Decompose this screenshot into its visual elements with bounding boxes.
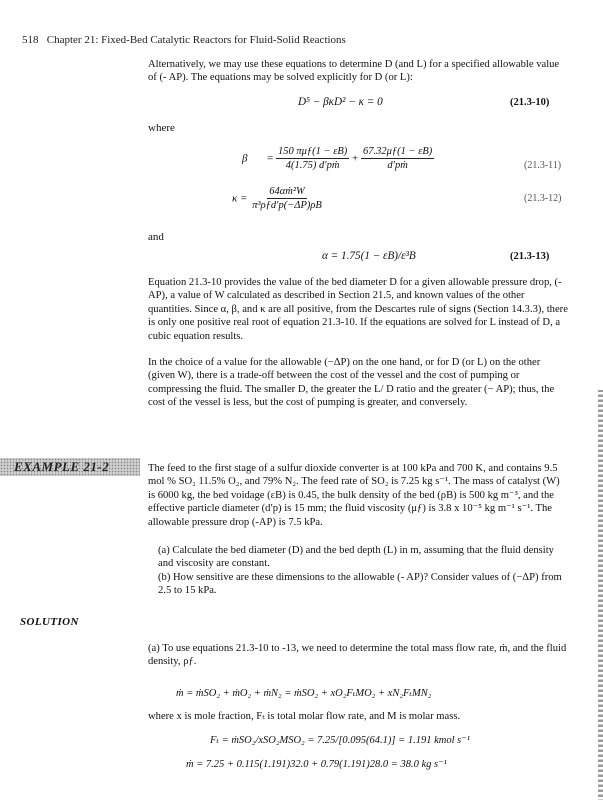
- where-label: where: [148, 122, 175, 134]
- paragraph-tradeoff: In the choice of a value for the allowable (−ΔP) on the one hand, or for D (or L) on the other (given W), there is a trade-off between the cost of the vessel and the cost of pumping or compressing the fluid. The smaller D, the greater the L/ D ratio and the greater (− AP); thus, the cost of the vessel is less, but the cost of pumping is greater, and conversely.: [148, 357, 555, 409]
- chapter-title: Chapter 21: Fixed-Bed Catalytic Reactors for Fluid-Solid Reactions: [46, 34, 346, 46]
- page-edge-shadow: [598, 390, 603, 800]
- equation-21-3-10: D⁵ − βκD² − κ = 0: [298, 96, 383, 108]
- equation-mass-flow: ṁ = ṁSO₂ + ṁO₂ + ṁN₂ = ṁSO₂ + xO₂FₜMO₂ + xN₂FₜMN₂: [176, 688, 432, 699]
- equation-mass-flow-value: ṁ = 7.25 + 0.115(1.191)32.0 + 0.79(1.191)28.0 = 38.0 kg s⁻¹: [186, 759, 447, 770]
- example-badge: [0, 458, 140, 476]
- beta-symbol: β: [242, 152, 248, 165]
- kappa-lhs: κ =: [232, 192, 248, 205]
- solution-label: SOLUTION: [20, 616, 79, 628]
- plus-sign: +: [352, 152, 359, 165]
- and-label: and: [148, 231, 164, 243]
- where-x-definition: where x is mole fraction, Fₜ is total molar flow rate, and M is molar mass.: [148, 711, 461, 722]
- equation-number-13: (21.3-13): [510, 251, 550, 262]
- equation-number-10: (21.3-10): [510, 97, 550, 108]
- paragraph-descartes: Equation 21.3-10 provides the value of the bed diameter D for a given allowable pressure drop, (-AP), a value of W calculated as described in Section 21.5, and known values of the other quantities. Since α, β, and κ are all positive, from the Descartes rule of signs (Section 14.3.3), there is only one positive real root of equation 21.3-10. If the equations are solved for L instead of D, a cubic equation results.: [148, 277, 568, 342]
- solution-intro: (a) To use equations 21.3-10 to -13, we need to determine the total mass flow rate, ṁ, and the fluid density, ρƒ.: [148, 643, 567, 668]
- running-header: [22, 34, 346, 46]
- kappa-fraction: $\frac{\text{64αṁ²W}}{\text{π³ρƒd′p(−ΔP)ρB}}$: [252, 186, 322, 211]
- equation-number-12: (21.3-12): [524, 193, 562, 204]
- intro-paragraph: Alternatively, we may use these equations to determine D (and L) for a specified allowable value of (- AP). The equations may be solved explicitly for D (or L):: [148, 59, 560, 84]
- example-part-b: (b) How sensitive are these dimensions to the allowable (- AP)? Consider values of (−ΔP) from 2.5 to 15 kPa.: [158, 572, 562, 597]
- example-label: EXAMPLE 21-2: [14, 459, 110, 474]
- equation-total-molar-flow: Fₜ = ṁSO₂/xSO₂MSO₂ = 7.25/[0.095(64.1)] = 1.191 kmol s⁻¹: [210, 735, 470, 746]
- example-statement: The feed to the first stage of a sulfur dioxide converter is at 100 kPa and 700 K, and contains 9.5 mol % SO₂ 11.5% O₂, and 79% N₂. The feed rate of SO₂ is 7.25 kg s⁻¹. The mass of catalyst (W) is 6000 kg, the bed voidage (εB) is 0.45, the bulk density of the bed (ρB) is 500 kg m⁻³, and the effective particle diameter (d′p) is 15 mm; the fluid viscosity (μƒ) is 3.8 x 10⁻⁵ kg m⁻¹ s⁻¹. The allowable pressure drop (-AP) is 7.5 kPa.: [148, 463, 560, 528]
- equation-number-11: (21.3-11): [524, 160, 562, 171]
- equals-sign: =: [266, 152, 274, 165]
- beta-term-1: $\frac{\text{150 πμƒ(1 − εB)}}{\text{4(1.75) d′pṁ}}$: [277, 146, 348, 171]
- equation-21-3-11: [242, 146, 434, 171]
- beta-term-2: $\frac{67.32\mu ƒ(1 - \varepsilon B)}{\text{d′pṁ}}$: [362, 146, 433, 171]
- equation-21-3-13: α = 1.75(1 − εB)/ε³B: [322, 250, 416, 262]
- equation-21-3-12: [232, 186, 324, 211]
- example-part-a: (a) Calculate the bed diameter (D) and the bed depth (L) in m, assuming that the fluid density and viscosity are constant.: [158, 545, 554, 570]
- page-number: 518: [22, 34, 39, 46]
